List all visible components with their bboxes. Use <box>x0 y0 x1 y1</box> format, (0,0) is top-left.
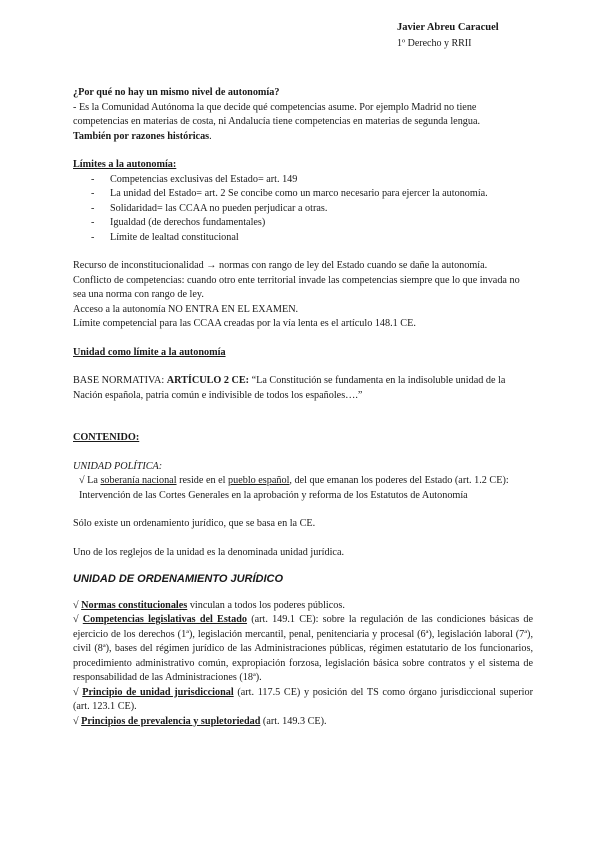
bold-text: También por razones históricas <box>73 130 210 142</box>
period: . <box>209 130 212 142</box>
note-line: Recurso de inconstitucionalidad → normas con rango de ley del Estado cuando se dañe la autonomía. <box>73 260 488 271</box>
pueblo-text: pueblo español <box>228 475 290 486</box>
note-line: Conflicto de competencias: cuando otro ente territorial invade las competencias siempre que lo que invada no sea una norma con rango de ley. <box>73 274 520 300</box>
item-text: vinculan a todos los poderes públicos. <box>187 599 345 611</box>
item-text: (art. 149.1 CE): sobre la regulación de las condiciones básicas de ejercicio de los derechos (1ª), legislación mercantil, penal, penitenciaria y procesal (6ª), legislación laboral (7ª), civil (8ª), bases del régimen jurídico de las Administraciones públicas, régimen estatutario de los funcionarios, procedimiento administrativo común, expropiación forzosa, legislación básica sobre contratos y el sistema de responsabilidad de las Administraciones (18ª). <box>73 614 533 683</box>
base-article: ARTÍCULO 2 CE: <box>166 375 250 386</box>
base-normativa <box>73 374 533 403</box>
list-item: - Competencias exclusivas del Estado= art. 149 <box>73 173 533 188</box>
section-heading-autonomia: ¿Por qué no hay un mismo nivel de autonomía? <box>73 87 280 98</box>
limits-list <box>73 173 533 246</box>
check-prefix: √ <box>73 715 82 727</box>
check-prefix: √ La <box>79 475 101 486</box>
section-heading-ordenamiento: UNIDAD DE ORDENAMIENTO JURÍDICO <box>73 573 284 585</box>
rest-text: , del que emanan los poderes del Estado (art. 1.2 CE): Intervención de las Cortes Generales en la aprobación y reforma de los Estatutos de Autonomía <box>79 475 509 501</box>
list-item: - La unidad del Estado= art. 2 Se concibe como un marco necesario para ejercer la autonomía. <box>73 187 533 202</box>
item-title: Competencias legislativas del Estado <box>82 614 248 625</box>
note-line: Límite competencial para las CCAA creadas por la vía lenta es el artículo 148.1 CE. <box>73 318 416 329</box>
mid-text: reside en el <box>176 475 229 486</box>
list-item: - Límite de lealtad constitucional <box>73 231 533 246</box>
item-text: (art. 117.5 CE) y posición del TS como órgano jurisdiccional superior (art. 123.1 CE). <box>73 686 534 712</box>
list-item: - Igualdad (de derechos fundamentales) <box>73 216 533 231</box>
base-label: BASE NORMATIVA: <box>73 375 167 386</box>
ordenamiento-item <box>73 686 533 715</box>
item-title: Principios de prevalencia y supletoriedad <box>81 715 261 727</box>
paragraph-unidad-juridica: Uno de los reglejos de la unidad es la denominada unidad jurídica. <box>73 546 345 558</box>
paragraph-ordenamiento: Sólo existe un ordenamiento jurídico, que se basa en la CE. <box>73 518 316 529</box>
paragraph-text: - Es la Comunidad Autónoma la que decide qué competencias asume. Por ejemplo Madrid no tiene competencias en materias de costa, ni Andalucía tiene competencias en materias de segunda lengua. <box>73 101 481 127</box>
subheading-unidad-politica: UNIDAD POLÍTICA: <box>73 460 163 472</box>
ordenamiento-item <box>73 613 533 686</box>
section-heading-unidad: Unidad como límite a la autonomía <box>73 346 226 358</box>
check-prefix: √ <box>73 686 83 698</box>
list-item: - Solidaridad= las CCAA no pueden perjudicar a otras. <box>73 202 533 217</box>
author-header <box>397 20 499 52</box>
note-line: Acceso a la autonomía NO ENTRA EN EL EXAMEN. <box>73 303 299 315</box>
ordenamiento-item <box>73 715 533 730</box>
course-label: 1º Derecho y RRII <box>397 38 472 49</box>
check-prefix: √ <box>73 614 83 625</box>
document-body <box>73 86 533 729</box>
section-heading-limites: Límites a la autonomía: <box>73 159 177 170</box>
soberania-link-text: soberanía nacional <box>100 475 177 486</box>
ordenamiento-item <box>73 599 533 614</box>
item-title: Principio de unidad jurisdiccional <box>82 686 234 698</box>
paragraph-autonomia <box>73 101 533 145</box>
paragraph-soberania <box>73 474 533 503</box>
check-prefix: √ <box>73 599 82 611</box>
author-name: Javier Abreu Caracuel <box>397 22 499 33</box>
item-text: (art. 149.3 CE). <box>260 715 327 727</box>
base-quote: “La Constitución se fundamenta en la indisoluble unidad de la Nación española, patria común e indivisible de todos los españoles….” <box>73 375 506 401</box>
item-title: Normas constitucionales <box>81 599 188 611</box>
section-heading-contenido: CONTENIDO: <box>73 432 140 443</box>
